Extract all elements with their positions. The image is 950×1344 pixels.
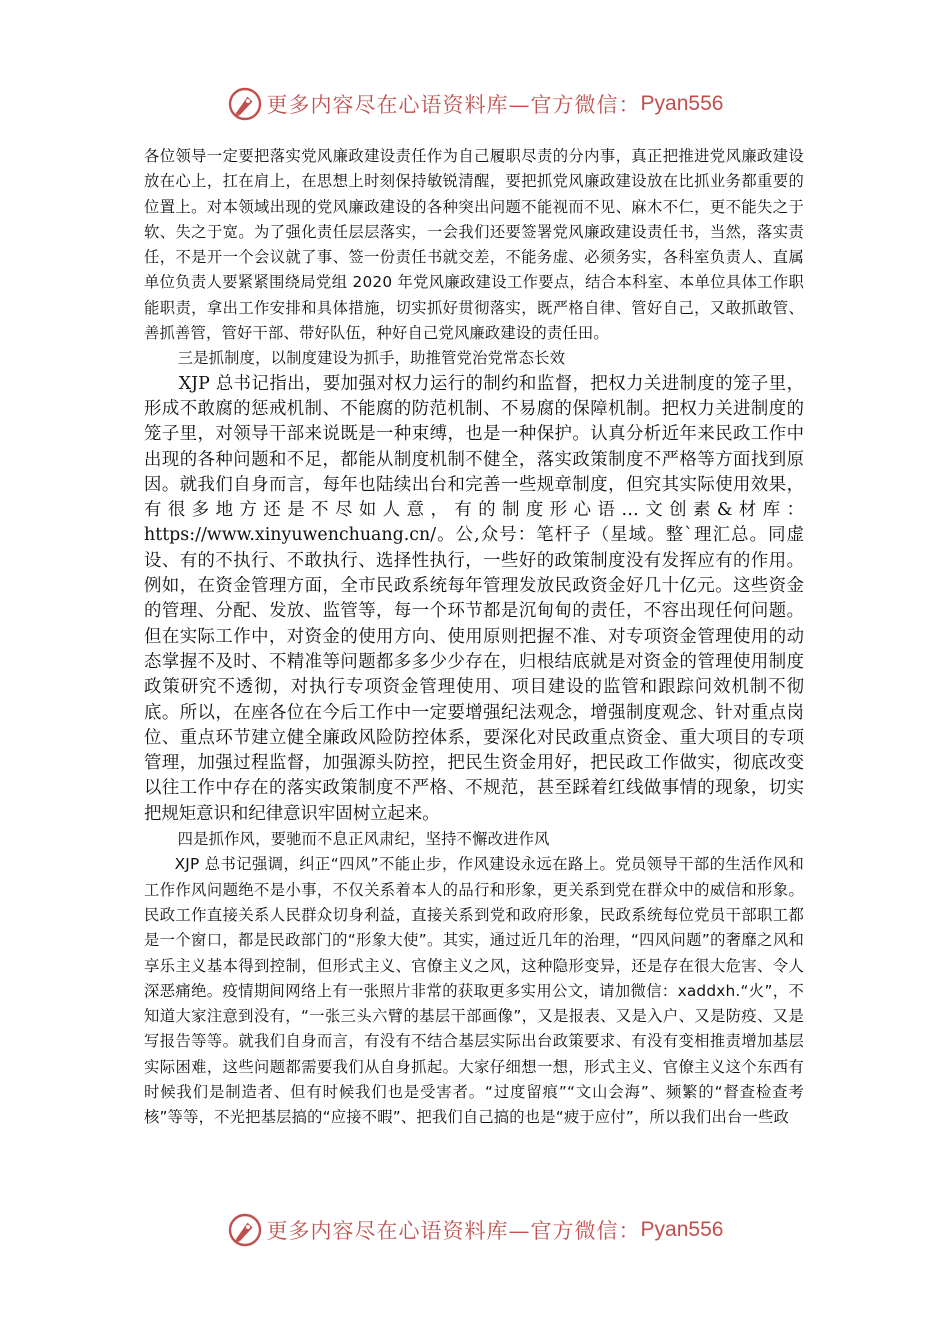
- header-banner-wechat-id: Pyan556: [640, 92, 724, 115]
- document-body: [144, 144, 804, 1131]
- heading-institution: 三是抓制度，以制度建设为抓手，助推管党治党常态长效: [177, 349, 566, 368]
- header-banner[interactable]: [0, 84, 950, 124]
- footer-banner[interactable]: [0, 1210, 950, 1250]
- footer-banner-wechat-id: Pyan556: [640, 1218, 724, 1241]
- paragraph-responsibility: 各位领导一定要把落实党风廉政建设责任作为自己履职尽责的分内事，真正把推进党风廉政建设放在心上，扛在肩上，在思想上时刻保持敏锐清醒，要把抓党风廉政建设放在比抓业务都重要的位置上。对本领域出现的党风廉政建设的各种突出问题不能视而不见、麻木不仁，更不能失之于软、失之于宽。为了强化责任层层落实，一会我们还要签署党风廉政建设责任书，当然，落实责任，不是开一个会议就了事、签一份责任书就交差，不能务虚、必须务实，各科室负责人、直属单位负责人要紧紧围绕局党组 2020 年党风廉政建设工作要点，结合本科室、本单位具体工作职能职责，拿出工作安排和具体措施，切实抓好贯彻落实，既严格自律、管好自己，又敢抓敢管、善抓善管，管好干部、带好队伍，种好自己党风廉政建设的责任田。: [144, 147, 804, 343]
- footer-banner-text: 更多内容尽在心语资料库—官方微信：: [266, 1219, 641, 1243]
- body-section-2: [144, 372, 804, 827]
- pen-nib-logo-icon: [227, 1212, 263, 1248]
- paragraph-institution: XJP 总书记指出，要加强对权力运行的制约和监督，把权力关进制度的笼子里，形成不敢腐的惩戒机制、不能腐的防范机制、不易腐的保障机制。把权力关进制度的笼子里，对领导干部来说既是一种束缚，也是一种保护。认真分析近年来民政工作中出现的各种问题和不足，都能从制度机制不健全，落实政策制度不严格等方面找到原因。就我们自身而言，每年也陆续出台和完善一些规章制度，但究其实际使用效果，有很多地方还是不尽如人意，有的制度形心语…文创素&材库：https://www.xinyuwenchuang.cn/。公,众号：笔杆子（星域。整`理汇总。同虚设、有的不执行、不敢执行、选择性执行，一些好的政策制度没有发挥应有的作用。例如，在资金管理方面，全市民政系统每年管理发放民政资金好几十亿元。这些资金的管理、分配、发放、监管等，每一个环节都是沉甸甸的责任，不容出现任何问题。但在实际工作中，对资金的使用方向、使用原则把握不准、对专项资金管理使用的动态掌握不及时、不精准等问题都多多少少存在，归根结底就是对资金的管理使用制度政策研究不透彻，对执行专项资金管理使用、项目建设的监管和跟踪问效机制不彻底。所以，在座各位在今后工作中一定要增强纪法观念，增强制度观念、针对重点岗位、重点环节建立健全廉政风险防控体系，要深化对民政重点资金、重大项目的专项管理，加强过程监督，加强源头防控，把民生资金用好，把民政工作做实，彻底改变以往工作中存在的落实政策制度不严格、不规范，甚至踩着红线做事情的现象，切实把规矩意识和纪律意识牢固树立起来。: [144, 373, 804, 824]
- body-section-1: [144, 144, 804, 372]
- paragraph-work-style: XJP 总书记强调，纠正“四风”不能止步，作风建设永远在路上。党员领导干部的生活作风和工作作风问题绝不是小事，不仅关系着本人的品行和形象，更关系到党在群众中的威信和形象。民政工作直接关系人民群众切身利益，直接关系到党和政府形象，民政系统每位党员干部职工都是一个窗口，都是民政部门的“形象大使”。其实，通过近几年的治理，“四风问题”的奢靡之风和享乐主义基本得到控制，但形式主义、官僚主义之风，这种隐形变异，还是存在很大危害、令人深恶痛绝。疫情期间网络上有一张照片非常的获取更多实用公文，请加微信：xaddxh.“火”，不知道大家注意到没有，“一张三头六臂的基层干部画像”，又是报表、又是入户、又是防疫、又是写报告等等。就我们自身而言，有没有不结合基层实际出台政策要求、有没有变相推责增加基层实际困难，这些问题都需要我们从自身抓起。大家仔细想一想，形式主义、官僚主义这个东西有时候我们是制造者、但有时候我们也是受害者。“过度留痕”“文山会海”、频繁的“督查检查考核”等等，不光把基层搞的“应接不暇”、把我们自己搞的也是“疲于应付”，所以我们出台一些政: [144, 855, 804, 1127]
- header-banner-text: 更多内容尽在心语资料库—官方微信：: [266, 93, 641, 117]
- pen-nib-logo-icon: [227, 86, 263, 122]
- body-section-3: [144, 827, 804, 1131]
- heading-work-style: 四是抓作风，要驰而不息正风肃纪，坚持不懈改进作风: [177, 830, 550, 849]
